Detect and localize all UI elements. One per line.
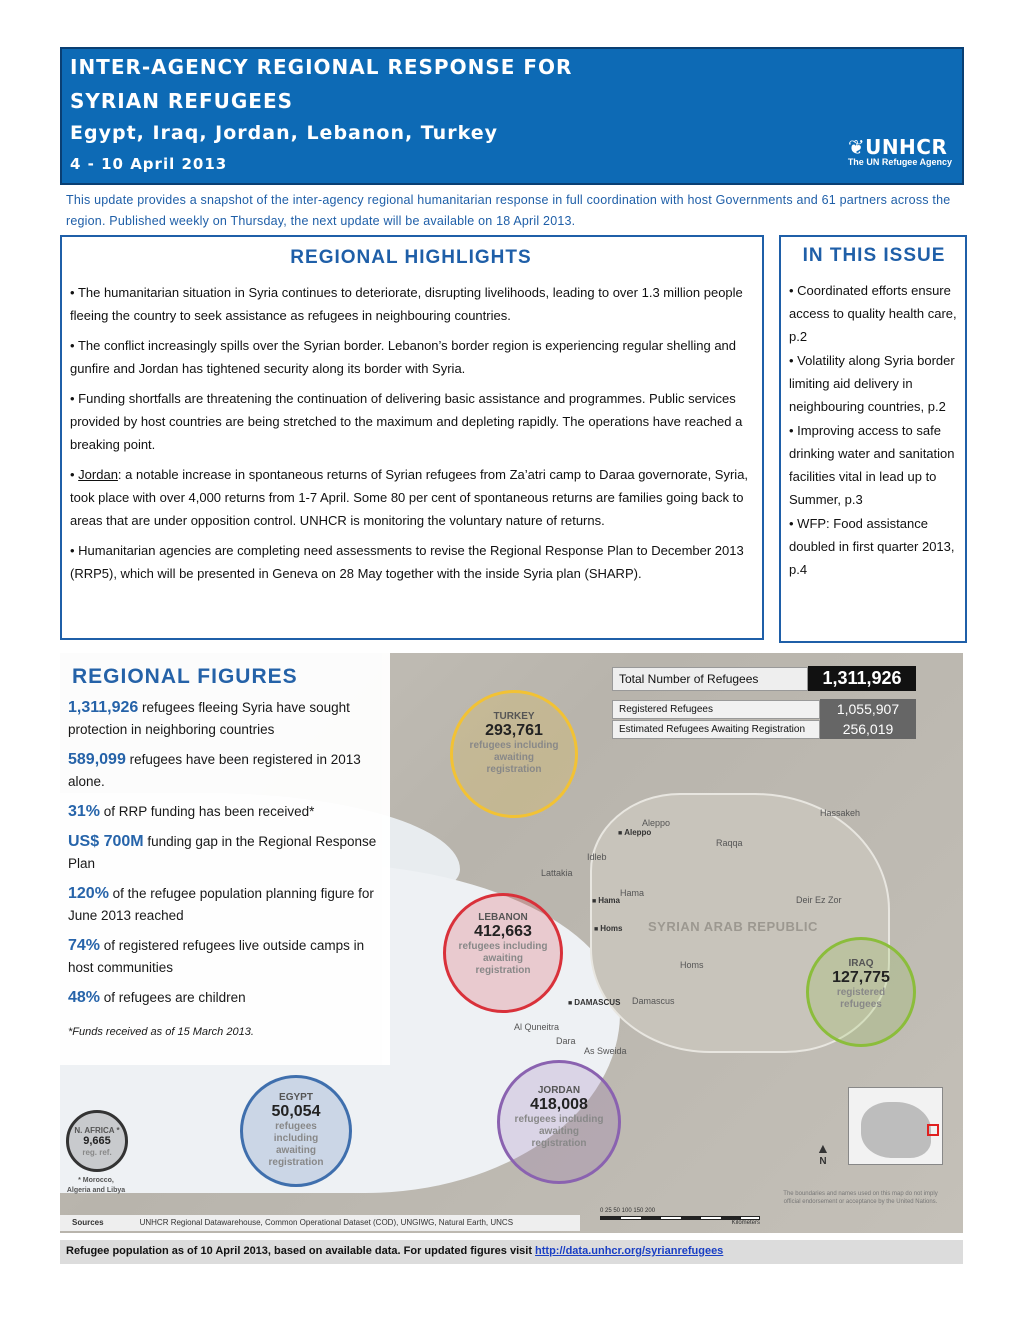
figure-item: 31% of RRP funding has been received* [68, 803, 315, 820]
figure-item: 74% of registered refugees live outside camps in host communities [68, 937, 365, 975]
place-label: Idleb [587, 852, 607, 862]
north-africa-note: * Morocco, Algeria and Libya [66, 1177, 126, 1194]
data-portal-link[interactable]: http://data.unhcr.org/syrianrefugees [535, 1245, 724, 1257]
regional-highlights [60, 235, 764, 640]
place-label: Hassakeh [820, 808, 861, 818]
map-sources: Sources UNHCR Regional Datawarehouse, Common Operational Dataset (COD), UNGIWG, Natural Earth, UNCS [60, 1215, 580, 1231]
place-label: Dara [556, 1036, 576, 1046]
place-label: Deir Ez Zor [796, 895, 842, 905]
issue-item[interactable]: • WFP: Food assistance doubled in first quarter 2013, p.4 [789, 516, 955, 577]
place-label: As Sweida [584, 1046, 627, 1056]
figure-item: 120% of the refugee population planning figure for June 2013 reached [68, 885, 374, 923]
circle-turkey: TURKEY 293,761 refugees including awaiting registration [450, 690, 578, 818]
north-arrow-icon: ▲ [816, 1140, 830, 1156]
place-label: Al Quneitra [514, 1022, 560, 1032]
unhcr-logo: ❦UNHCR The UN Refugee Agency [847, 135, 952, 167]
refugee-totals [612, 666, 918, 739]
scale-bar: 0 25 50 100 150 200 Kilometers [600, 1208, 760, 1226]
figure-item: 48% of refugees are children [68, 989, 246, 1006]
registered-row: Registered Refugees 1,055,907 [612, 699, 918, 719]
highlight-item: • Humanitarian agencies are completing need assessments to revise the Regional Response Plan to December 2013 (RRP5), which will be presented in Geneva on 28 May together with the inside Syria plan (SHARP). [70, 543, 744, 581]
intro-text: This update provides a snapshot of the inter-agency regional humanitarian response in full coordination with host Governments and 61 partners across the region. Published weekly on Thursday, the next update will be available on 18 April 2013. [66, 193, 951, 228]
place-label: Lattakia [541, 868, 573, 878]
footer-note: Refugee population as of 10 April 2013, based on available data. For updated figures visit http://data.unhcr.org/syrianrefugees [60, 1240, 963, 1264]
figure-item: US$ 700M funding gap in the Regional Response Plan [68, 833, 377, 871]
report-title-line-2: SYRIAN REFUGEES [70, 89, 294, 113]
city-label: ■ Hama [592, 896, 620, 905]
place-label: Homs [680, 960, 704, 970]
circle-lebanon: LEBANON 412,663 refugees including awaiting registration [443, 893, 563, 1013]
country-label-syria: SYRIAN ARAB REPUBLIC [648, 919, 818, 934]
total-value: 1,311,926 [808, 666, 916, 691]
in-this-issue [779, 235, 967, 643]
city-label: ■ DAMASCUS [568, 998, 620, 1007]
place-label: Aleppo [642, 818, 671, 828]
registered-value: 1,055,907 [820, 699, 916, 719]
focus-area-marker [927, 1124, 939, 1136]
highlight-item: • The humanitarian situation in Syria continues to deteriorate, disrupting livelihoods, leading to over 1.3 million people fleeing the country to seek assistance as refugees in neighbouring countries. [70, 285, 743, 323]
report-countries: Egypt, Iraq, Jordan, Lebanon, Turkey [70, 122, 498, 144]
issue-item[interactable]: • Volatility along Syria border limiting aid delivery in neighbouring countries, p.2 [789, 353, 955, 414]
total-row: Total Number of Refugees 1,311,926 [612, 666, 918, 691]
locator-inset-map [848, 1087, 943, 1165]
circle-iraq: IRAQ 127,775 registered refugees [806, 937, 916, 1047]
report-title-line-1: INTER-AGENCY REGIONAL RESPONSE FOR [70, 55, 573, 79]
circle-egypt: EGYPT 50,054 refugees including awaiting registration [240, 1075, 352, 1187]
jordan-label: Jordan [78, 467, 118, 482]
city-label: ■ Homs [594, 924, 622, 933]
highlights-title: REGIONAL HIGHLIGHTS [290, 247, 532, 268]
figure-item: 1,311,926 refugees fleeing Syria have sought protection in neighboring countries [68, 699, 350, 737]
north-arrow: ▲ N [816, 1140, 830, 1167]
figures-title: REGIONAL FIGURES [72, 665, 298, 688]
place-label: Raqqa [716, 838, 743, 848]
funds-note: *Funds received as of 15 March 2013. [68, 1026, 254, 1038]
highlight-item: • The conflict increasingly spills over the Syrian border. Lebanon’s border region is experiencing regular shelling and gunfire and Jordan has tightened security along its border with Syria. [70, 338, 737, 376]
issue-item[interactable]: • Improving access to safe drinking water and sanitation facilities vital in lead up to Summer, p.3 [789, 423, 955, 507]
awaiting-row: Estimated Refugees Awaiting Registration 256,019 [612, 719, 918, 739]
place-label: Hama [620, 888, 645, 898]
issue-item[interactable]: • Coordinated efforts ensure access to quality health care, p.2 [789, 283, 957, 344]
place-label: Damascus [632, 996, 675, 1006]
city-label: ■ Aleppo [618, 828, 651, 837]
highlight-item: • Funding shortfalls are threatening the continuation of delivering basic assistance and programmes. Public services provided by host countries are being stretched to the maximum and depleting rapidly. The operations have reached a breaking point. [70, 391, 743, 452]
map-disclaimer: The boundaries and names used on this map do not imply official endorsement or acceptance by the United Nations. [783, 1191, 938, 1205]
report-header [60, 47, 964, 185]
circle-north-africa: N. AFRICA * 9,665 reg. ref. [66, 1110, 128, 1172]
issue-title: IN THIS ISSUE [802, 245, 946, 266]
awaiting-value: 256,019 [820, 719, 916, 739]
highlight-item: • Jordan: a notable increase in spontaneous returns of Syrian refugees from Za’atri camp to Daraa governorate, Syria, took place with over 4,000 returns from 1-7 April. Some 80 per cent of spontaneous returns are families going back to areas that are under opposition control. UNHCR is monitoring the voluntary nature of returns. [70, 467, 749, 528]
unhcr-emblem-icon: ❦ [847, 135, 866, 159]
report-dates: 4 - 10 April 2013 [70, 155, 228, 173]
figure-item: 589,099 refugees have been registered in 2013 alone. [68, 751, 361, 789]
regional-figures [60, 653, 390, 1065]
circle-jordan: JORDAN 418,008 refugees including awaiting registration [497, 1060, 621, 1184]
